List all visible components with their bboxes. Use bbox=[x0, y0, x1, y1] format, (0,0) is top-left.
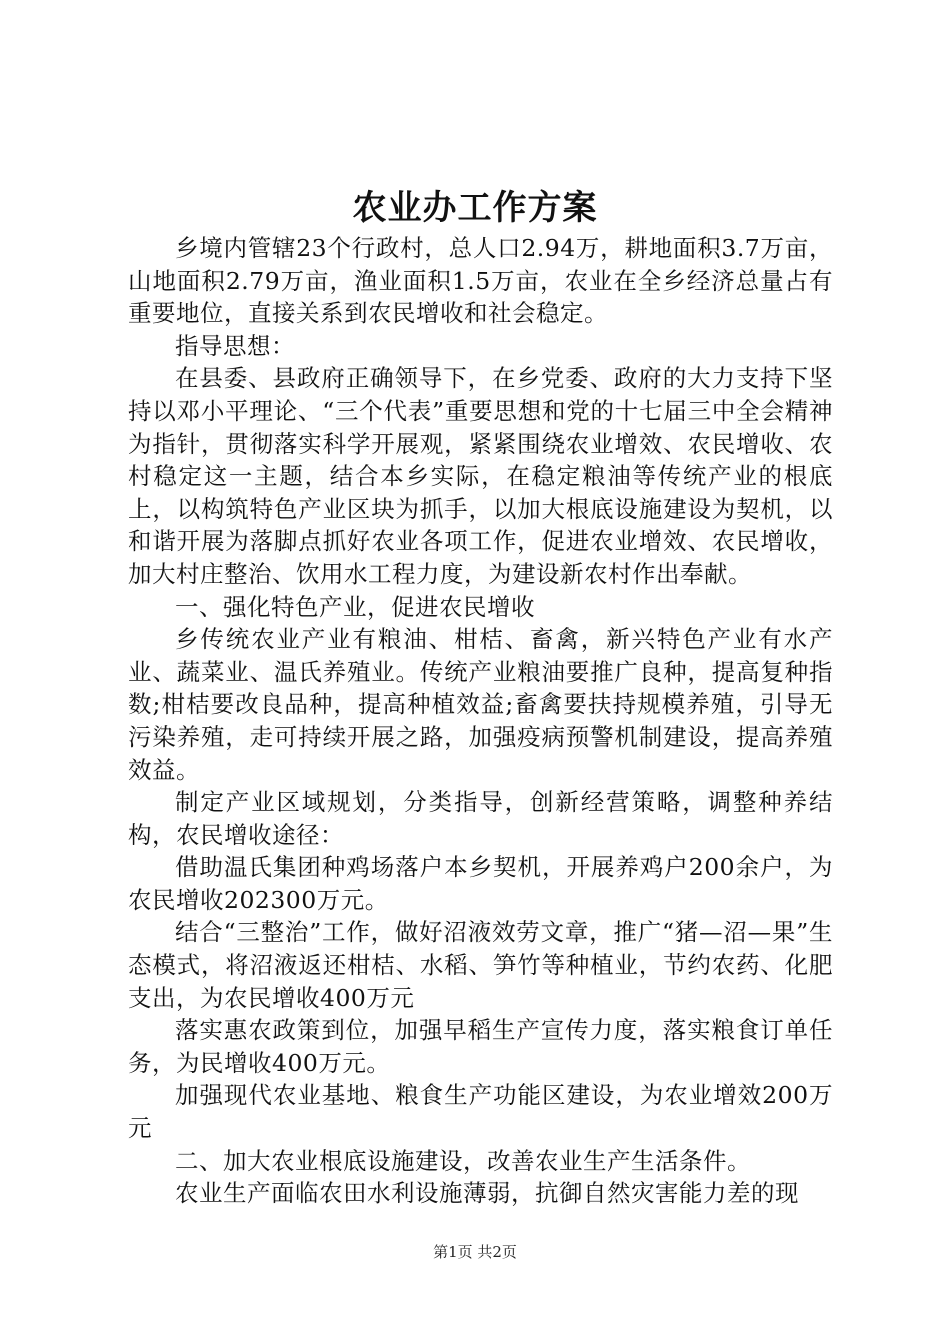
paragraph-traditional-industry: 乡传统农业产业有粮油、柑桔、畜禽，新兴特色产业有水产业、蔬菜业、温氏养殖业。传统产业粮油要推广良种，提高复种指数;柑桔要改良品种，提高种植效益;畜禽要扶持规模养殖，引导无污染养殖，走可持续开展之路，加强疫病预警机制建设，提高养殖效益。 bbox=[128, 625, 833, 784]
paragraph-intro: 乡境内管辖23个行政村，总人口2.94万，耕地面积3.7万亩，山地面积2.79万亩，渔业面积1.5万亩，农业在全乡经济总量占有重要地位，直接关系到农民增收和社会稳定。 bbox=[128, 234, 833, 328]
page-footer: 第1页 共2页 bbox=[433, 1243, 517, 1261]
paragraph-policy: 落实惠农政策到位，加强早稻生产宣传力度，落实粮食订单任务，为民增收400万元。 bbox=[128, 1016, 833, 1077]
paragraph-planning: 制定产业区域规划，分类指导，创新经营策略，调整种养结构，农民增收途径： bbox=[128, 788, 833, 849]
paragraph-infrastructure: 农业生产面临农田水利设施薄弱，抗御自然灾害能力差的现 bbox=[175, 1179, 799, 1208]
document-body bbox=[128, 232, 833, 1210]
paragraph-chicken-farm: 借助温氏集团种鸡场落户本乡契机，开展养鸡户200余户，为农民增收202300万元。 bbox=[128, 853, 833, 914]
paragraph-guiding-heading: 指导思想： bbox=[175, 331, 295, 360]
section-heading-1: 一、强化特色产业，促进农民增收 bbox=[175, 592, 535, 621]
document-title: 农业办工作方案 bbox=[352, 188, 598, 228]
paragraph-eco-model: 结合“三整治”工作，做好沼液效劳文章，推广“猪—沼—果”生态模式，将沼液返还柑桔、水稻、笋竹等种植业，节约农药、化肥支出，为农民增收400万元 bbox=[128, 918, 833, 1012]
paragraph-modern-base: 加强现代农业基地、粮食生产功能区建设，为农业增效200万元 bbox=[128, 1081, 833, 1143]
paragraph-guiding-body: 在县委、县政府正确领导下，在乡党委、政府的大力支持下坚持以邓小平理论、“三个代表”重要思想和党的十七届三中全会精神为指针，贯彻落实科学开展观，紧紧围绕农业增效、农民增收、农村稳定这一主题，结合本乡实际，在稳定粮油等传统产业的根底上，以构筑特色产业区块为抓手，以加大根底设施建设为契机，以和谐开展为落脚点抓好农业各项工作，促进农业增效、农民增收，加大村庄整治、饮用水工程力度，为建设新农村作出奉献。 bbox=[128, 364, 833, 588]
section-heading-2: 二、加大农业根底设施建设，改善农业生产生活条件。 bbox=[175, 1146, 751, 1175]
